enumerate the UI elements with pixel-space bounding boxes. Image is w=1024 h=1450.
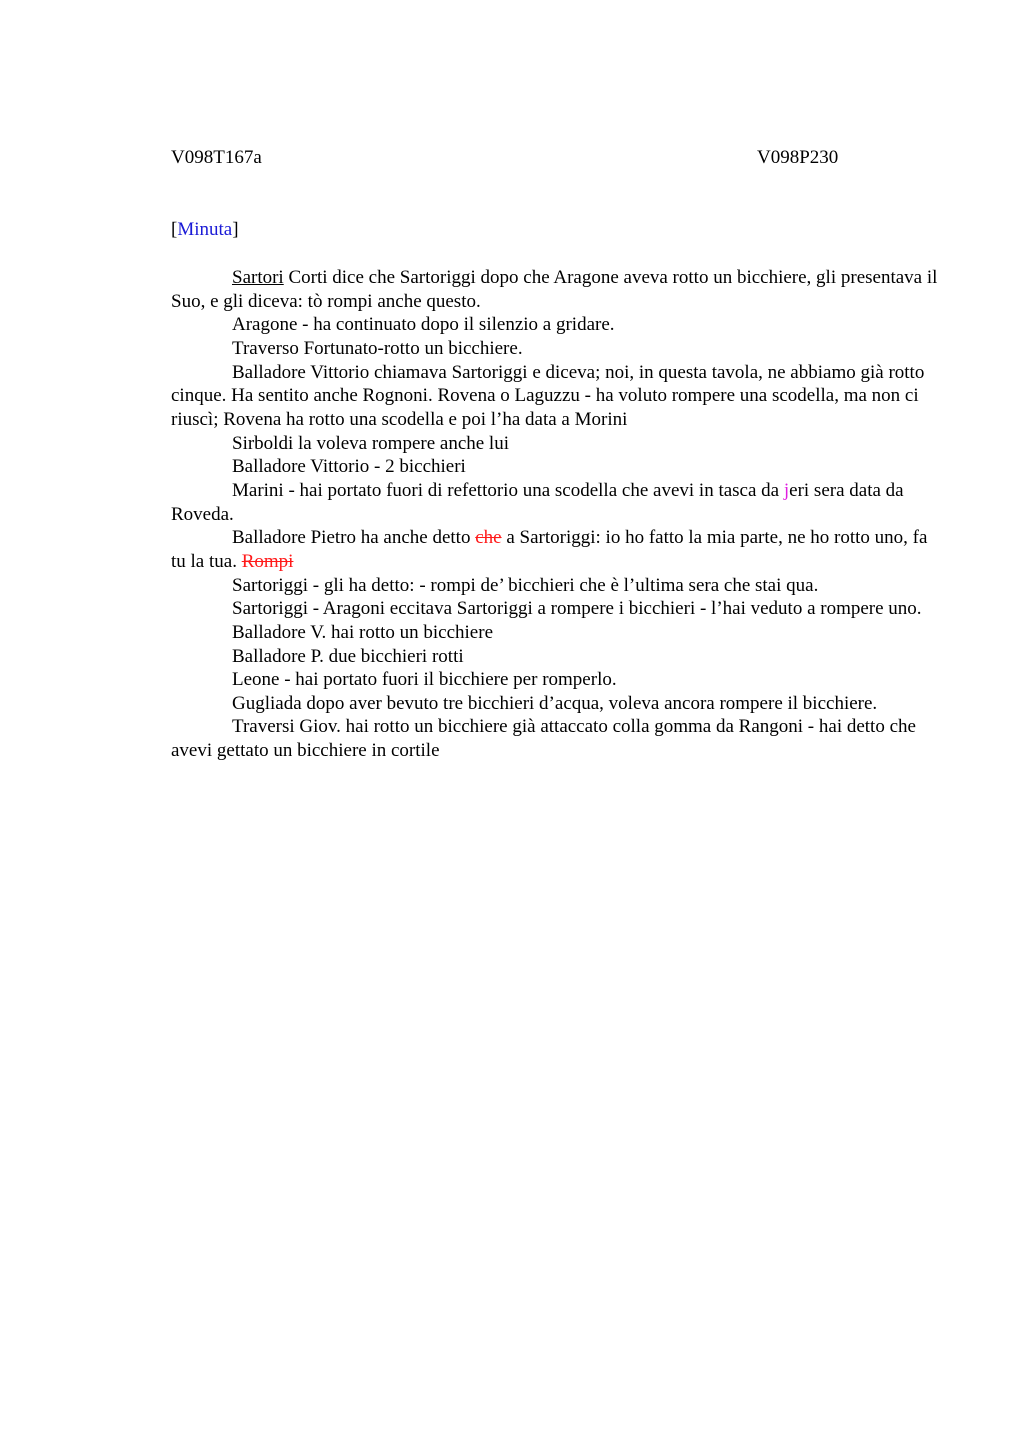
minuta-label: Minuta (177, 219, 233, 240)
paragraph-9: Sartoriggi - gli ha detto: - rompi de’ bicchieri che è l’ultima sera che stai qua. (232, 574, 819, 596)
paragraph-8-middle: a Sartoriggi: io ho fatto la mia parte, ne ho rotto uno, fa tu la tua. (171, 527, 928, 572)
paragraph-3: Traverso Fortunato-rotto un bicchiere. (232, 337, 523, 359)
paragraph-14: Gugliada dopo aver bevuto tre bicchieri d’acqua, voleva ancora rompere il bicchiere. (232, 692, 878, 714)
paragraph-7-after: eri sera data da Roveda. (171, 479, 904, 525)
paragraph-10: Sartoriggi - Aragoni eccitava Sartoriggi a rompere i bicchieri - l’hai veduto a rompere uno. (232, 598, 922, 620)
paragraph-1 (171, 266, 941, 313)
underlined-name: Sartori (232, 267, 284, 288)
minuta-note (171, 218, 239, 242)
document-code-left: V098T167a (171, 147, 262, 168)
bracket-close: ] (232, 219, 239, 240)
paragraph-13: Leone - hai portato fuori il bicchiere per romperlo. (232, 669, 617, 691)
paragraph-5: Sirboldi la voleva rompere anche lui (232, 432, 509, 454)
inserted-letter: j (783, 479, 790, 501)
paragraph-8-before: Balladore Pietro ha anche detto (232, 527, 476, 549)
paragraph-6: Balladore Vittorio - 2 bicchieri (232, 456, 466, 478)
paragraph-7 (171, 479, 941, 526)
paragraph-8 (171, 526, 941, 573)
paragraph-12: Balladore P. due bicchieri rotti (232, 645, 464, 667)
paragraph-2: Aragone - ha continuato dopo il silenzio a gridare. (232, 314, 615, 336)
deleted-word-rompi: Rompi (241, 550, 294, 572)
document-code-right: V098P230 (757, 147, 839, 168)
paragraph-7-before: Marini - hai portato fuori di refettorio una scodella che avevi in tasca da (232, 479, 784, 501)
bracket-open: [ (171, 219, 178, 240)
paragraph-1-text: Corti dice che Sartoriggi dopo che Aragone aveva rotto un bicchiere, gli presentava il Suo, e gli diceva: tò rompi anche questo. (171, 267, 938, 312)
document-body (171, 266, 941, 763)
paragraph-4: Balladore Vittorio chiamava Sartoriggi e diceva; noi, in questa tavola, ne abbiamo già rotto cinque. Ha sentito anche Rognoni. Rovena o Laguzzu - ha voluto rompere una scodella, ma non ci riuscì; Rovena ha rotto una scodella e poi l’ha data a Morini (171, 361, 925, 430)
paragraph-15: Traversi Giov. hai rotto un bicchiere già attaccato colla gomma da Rangoni - hai detto che avevi gettato un bicchiere in cortile (171, 716, 916, 762)
paragraph-11: Balladore V. hai rotto un bicchiere (232, 621, 493, 643)
deleted-word-che: che (475, 527, 502, 549)
